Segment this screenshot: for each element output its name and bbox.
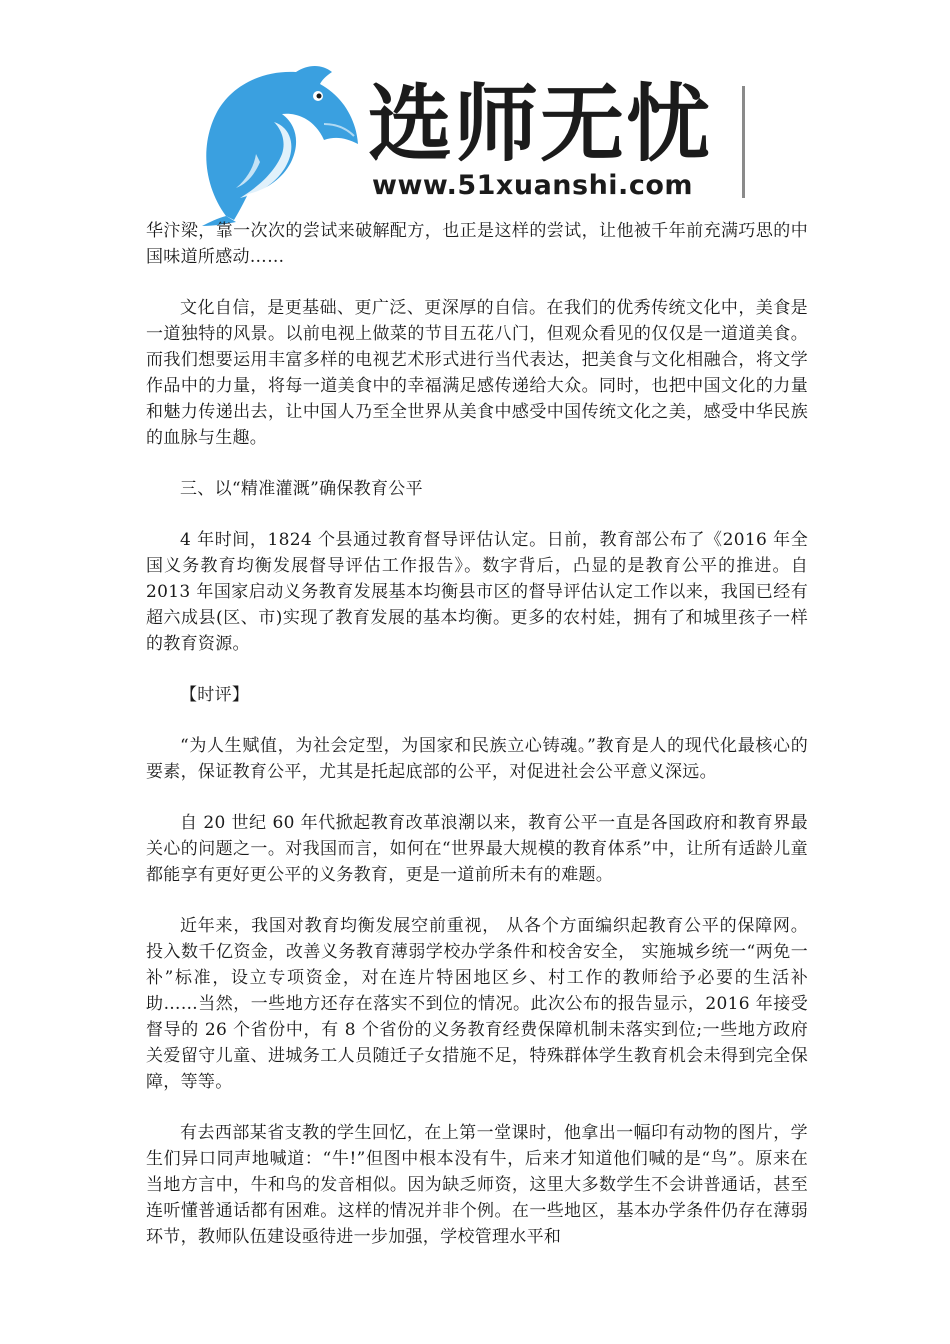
paragraph-continuation: 华汴梁，靠一次次的尝试来破解配方，也正是这样的尝试，让他被千年前充满巧思的中国味道所感动……: [146, 221, 808, 267]
commentary-label: 【时评】: [180, 685, 250, 705]
section-heading-education-equity: 三、以“精准灌溉”确保教育公平: [180, 479, 423, 499]
article-body: [146, 218, 808, 1275]
paragraph-balanced-development: 近年来，我国对教育均衡发展空前重视， 从各个方面编织起教育公平的保障网。投入数千亿资金，改善义务教育薄弱学校办学条件和校舍安全， 实施城乡统一“两免一补”标准，设立专项资金，对在连片特困地区乡、村工作的教师给予必要的生活补助……当然，一些地方还存在落实不到位的情况。此次公布的报告显示，2016 年接受督导的 26 个省份中，有 8 个省份的义务教育经费保障机制未落实到位;一些地方政府关爱留守儿童、进城务工人员随迁子女措施不足，特殊群体学生教育机会未得到完全保障，等等。: [146, 916, 808, 1092]
brand-url[interactable]: www.51xuanshi.com: [372, 170, 694, 201]
dolphin-icon: [196, 66, 366, 226]
brand-divider: [742, 86, 745, 198]
paragraph-supervision-report: 4 年时间，1824 个县通过教育督导评估认定。日前，教育部公布了《2016 年全国义务教育均衡发展督导评估工作报告》。数字背后，凸显的是教育公平的推进。自 2013 年国家启动义务教育发展基本均衡县市区的督导评估认定工作以来，我国已经有超六成县(区、市)实现了教育发展的基本均衡。更多的农村娃，拥有了和城里孩子一样的教育资源。: [146, 530, 808, 654]
paragraph-quote-education: “为人生赋值，为社会定型，为国家和民族立心铸魂。”教育是人的现代化最核心的要素，保证教育公平，尤其是托起底部的公平，对促进社会公平意义深远。: [146, 736, 808, 782]
paragraph-education-reform: 自 20 世纪 60 年代掀起教育改革浪潮以来，教育公平一直是各国政府和教育界最关心的问题之一。对我国而言，如何在“世界最大规模的教育体系”中，让所有适龄儿童都能享有更好更公平的义务教育，更是一道前所未有的难题。: [146, 813, 808, 885]
paragraph-volunteer-teacher: 有去西部某省支教的学生回忆，在上第一堂课时，他拿出一幅印有动物的图片，学生们异口同声地喊道：“牛!”但图中根本没有牛，后来才知道他们喊的是“鸟”。原来在当地方言中，牛和鸟的发音相似。因为缺乏师资，这里大多数学生不会讲普通话，甚至连听懂普通话都有困难。这样的情况并非个例。在一些地区，基本办学条件仍存在薄弱环节，教师队伍建设亟待进一步加强，学校管理水平和: [146, 1123, 808, 1247]
brand-logo[interactable]: [196, 66, 756, 226]
paragraph-cultural-confidence: 文化自信，是更基础、更广泛、更深厚的自信。在我们的优秀传统文化中，美食是一道独特的风景。以前电视上做菜的节目五花八门，但观众看见的仅仅是一道道美食。而我们想要运用丰富多样的电视艺术形式进行当代表达，把美食与文化相融合，将文学作品中的力量，将每一道美食中的幸福满足感传递给大众。同时，也把中国文化的力量和魅力传递出去，让中国人乃至全世界从美食中感受中国传统文化之美，感受中华民族的血脉与生趣。: [146, 298, 808, 448]
brand-title: 选师无忧: [368, 75, 713, 173]
